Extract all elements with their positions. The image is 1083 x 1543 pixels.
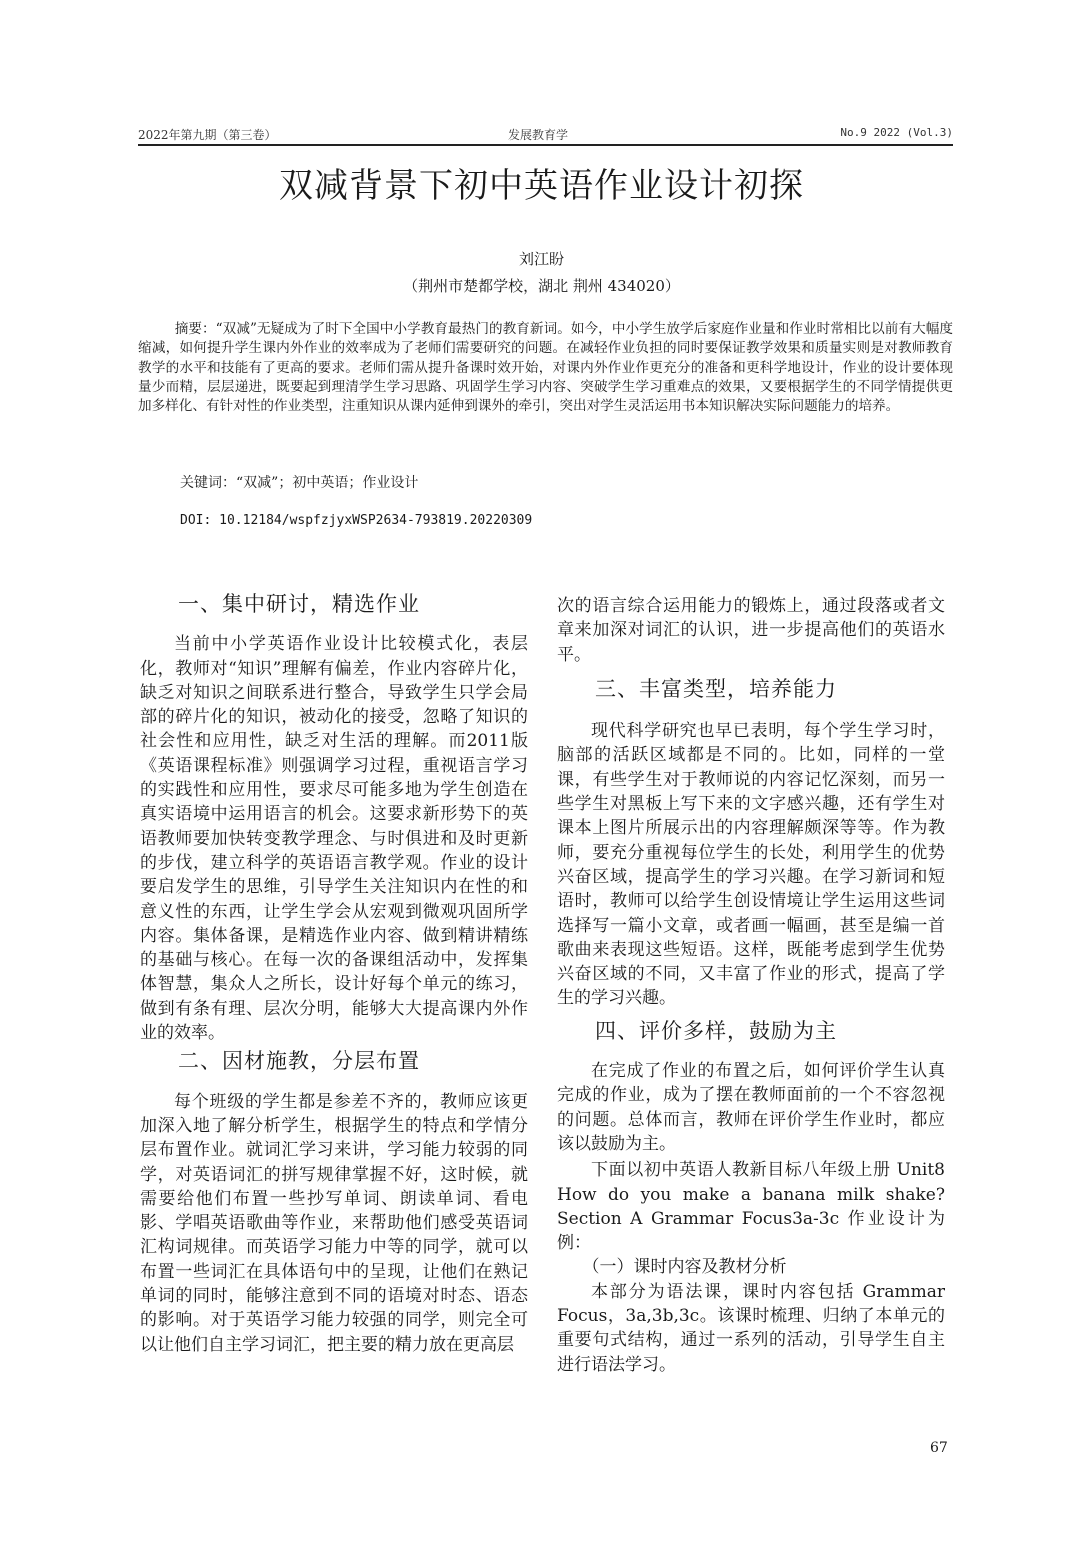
running-header xyxy=(138,124,953,146)
subsection-heading: （一）课时内容及教材分析 xyxy=(582,1257,787,1278)
abstract: 摘要：“双减”无疑成为了时下全国中小学教育最热门的教育新词。如今，中小学生放学后家庭作业量和作业时常相比以前有大幅度缩减，如何提升学生课内外作业的效率成为了老师们需要研究的问题。在减轻作业负担的同时要保证教学效果和质量实则是对教师教育教学的水平和技能有了更高的要求。老师们需从提升备课时效开始，对课内外作业作更充分的准备和更科学地设计，作业的设计要体现量少而精，层层递进，既要起到理清学生学习思路、巩固学生学习内容、突破学生学习重难点的效果，又要根据学生的不同学情提供更加多样化、有针对性的作业类型，注重知识从课内延伸到课外的牵引，突出对学生灵活运用书本知识解决实际问题能力的培养。 xyxy=(138,321,953,415)
doi: DOI: 10.12184/wspfzjyxWSP2634-793819.20220309 xyxy=(180,513,533,528)
right-column xyxy=(557,594,945,1377)
volume-number: No.9 2022 (Vol.3) xyxy=(840,126,953,139)
body-paragraph: 在完成了作业的布置之后，如何评价学生认真完成的作业，成为了摆在教师面前的一个不容忽视的问题。总体而言，教师在评价学生作业时，都应该以鼓励为主。 xyxy=(557,1061,945,1154)
body-paragraph: 当前中小学英语作业设计比较模式化，表层化，教师对“知识”理解有偏差，作业内容碎片化，缺乏对知识之间联系进行整合，导致学生只学会局部的碎片化的知识，被动化的接受，忽略了知识的社会性和应用性，缺乏对生活的理解。而2011版《英语课程标准》则强调学习过程，重视语言学习的实践性和应用性，要求尽可能多地为学生创造在真实语境中运用语言的机会。这要求新形势下的英语教师要加快转变教学理念、与时俱进和及时更新的步伐，建立科学的英语语言教学观。作业的设计要启发学生的思维，引导学生关注知识内在性的和意义性的东西，让学生学会从宏观到微观巩固所学内容。集体备课，是精选作业内容、做到精讲精练的基础与核心。在每一次的备课组活动中，发挥集体智慧，集众人之所长，设计好每个单元的练习，做到有条有理、层次分明，能够大大提高课内外作业的效率。 xyxy=(140,634,528,1044)
author-affiliation: （荆州市楚都学校，湖北 荆州 434020） xyxy=(403,277,680,295)
journal-name: 发展教育学 xyxy=(508,128,569,142)
section-heading-3: 三、丰富类型，培养能力 xyxy=(595,676,837,701)
page-number: 67 xyxy=(930,1440,948,1456)
body-paragraph: 下面以初中英语人教新目标八年级上册 Unit8 How do you make a banana milk shake? Section A Grammar Focus3a-3c 作业设计为例： xyxy=(557,1160,945,1254)
body-paragraph: 次的语言综合运用能力的锻炼上，通过段落或者文章来加深对词汇的认识，进一步提高他们的英语水平。 xyxy=(557,596,945,665)
paper-title: 双减背景下初中英语作业设计初探 xyxy=(279,166,804,206)
left-column xyxy=(140,592,528,1357)
journal-issue: 2022年第九期（第三卷） xyxy=(138,128,277,142)
section-heading-1: 一、集中研讨，精选作业 xyxy=(178,592,420,616)
author-name: 刘江盼 xyxy=(518,250,564,268)
section-heading-2: 二、因材施教，分层布置 xyxy=(178,1049,420,1074)
body-paragraph: 每个班级的学生都是参差不齐的，教师应该更加深入地了解分析学生，根据学生的特点和学情分层布置作业。就词汇学习来讲，学习能力较弱的同学，对英语词汇的拼写规律掌握不好，这时候，就需要给他们布置一些抄写单词、朗读单词、看电影、学唱英语歌曲等作业，来帮助他们感受英语词汇构词规律。而英语学习能力中等的同学，就可以布置一些词汇在具体语句中的呈现，让他们在熟记单词的同时，能够注意到不同的语境对时态、语态的影响。对于英语学习能力较强的同学，则完全可以让他们自主学习词汇，把主要的精力放在更高层 xyxy=(140,1091,528,1355)
body-paragraph: 现代科学研究也早已表明，每个学生学习时，脑部的活跃区域都是不同的。比如，同样的一堂课，有些学生对于教师说的内容记忆深刻，而另一些学生对黑板上写下来的文字感兴趣，还有学生对课本上图片所展示出的内容理解颇深等等。作为教师，要充分重视每位学生的长处，利用学生的优势兴奋区域，提高学生的学习兴趣。在学习新词和短语时，教师可以给学生创设情境让学生运用这些词选择写一篇小文章，或者画一幅画，甚至是编一首歌曲来表现这些短语。这样，既能考虑到学生优势兴奋区域的不同，又丰富了作业的形式，提高了学生的学习兴趣。 xyxy=(557,721,945,1009)
keywords: 关键词：“双减”；初中英语；作业设计 xyxy=(180,475,419,491)
section-heading-4: 四、评价多样，鼓励为主 xyxy=(595,1018,837,1043)
body-paragraph: 本部分为语法课，课时内容包括 Grammar Focus，3a,3b,3c。该课时梳理、归纳了本单元的重要句式结构，通过一系列的活动，引导学生自主进行语法学习。 xyxy=(557,1281,945,1375)
